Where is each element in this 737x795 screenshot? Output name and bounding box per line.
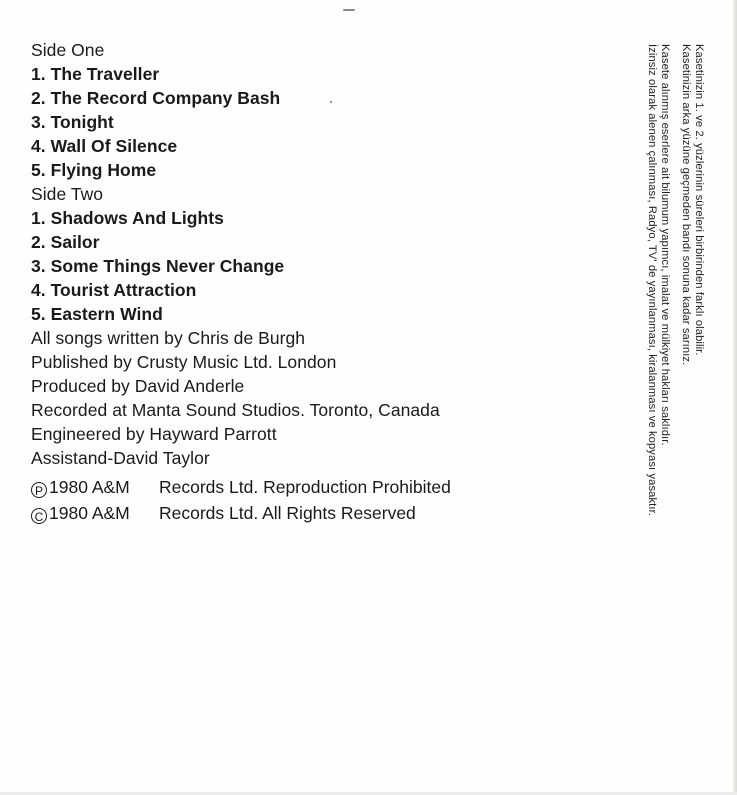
credit-engineer: Engineered by Hayward Parrott xyxy=(31,424,277,444)
credit-publisher: Published by Crusty Music Ltd. London xyxy=(31,352,337,372)
legal-note-prohibition: İzinsiz olarak alenen çalınması, Radyo, TV' de yayınlanması, kiralanması ve kopyası yasaktır. xyxy=(646,44,658,516)
side-one-track-4: 4. Wall Of Silence xyxy=(31,136,178,156)
rights-year: 1980 A&M xyxy=(49,477,130,497)
rights-year: 1980 A&M xyxy=(49,503,130,523)
rights-notice xyxy=(31,474,551,526)
side-two-heading: Side Two xyxy=(31,184,104,204)
side-two-track-2: 2. Sailor xyxy=(31,232,100,252)
side-one-track-2: 2. The Record Company Bash xyxy=(31,88,281,108)
side-two-track-3: 3. Some Things Never Change xyxy=(31,256,285,276)
phonogram-copyright-icon: P xyxy=(31,482,47,498)
tracklist xyxy=(31,38,551,470)
credit-songwriter: All songs written by Chris de Burgh xyxy=(31,328,306,348)
copyright-rights-line xyxy=(31,500,551,526)
phonogram-rights-line xyxy=(31,474,551,500)
print-mark xyxy=(343,9,355,11)
copyright-icon: C xyxy=(31,508,47,524)
credit-studio: Recorded at Manta Sound Studios. Toronto, Canada xyxy=(31,400,440,420)
side-one-heading: Side One xyxy=(31,40,105,60)
credit-assistant: Assistand-David Taylor xyxy=(31,448,210,468)
rights-text: Records Ltd. All Rights Reserved xyxy=(159,503,416,523)
card-edge-right xyxy=(733,0,737,795)
legal-note-rights: Kasete alınmış eserlere ait bilumum yapımcı, imalat ve mülkiyet hakları saklıdır. xyxy=(659,44,671,446)
side-two-track-1: 1. Shadows And Lights xyxy=(31,208,224,228)
legal-note-rewind: Kasetinizin arka yüzüne geçmeden bandı sonuna kadar sarınız. xyxy=(680,44,692,366)
side-one-track-3: 3. Tonight xyxy=(31,112,114,132)
side-two-track-4: 4. Tourist Attraction xyxy=(31,280,197,300)
legal-note-spacer xyxy=(671,44,679,664)
side-one-track-1: 1. The Traveller xyxy=(31,64,160,84)
credit-producer: Produced by David Anderle xyxy=(31,376,245,396)
side-one-track-5: 5. Flying Home xyxy=(31,160,157,180)
legal-notice-vertical xyxy=(641,44,705,664)
side-two-track-5: 5. Eastern Wind xyxy=(31,304,163,324)
rights-text: Records Ltd. Reproduction Prohibited xyxy=(159,477,451,497)
legal-note-duration: Kasetinizin 1. ve 2. yüzlerinin süreleri birbirinden farklı olabilir. xyxy=(693,44,705,356)
